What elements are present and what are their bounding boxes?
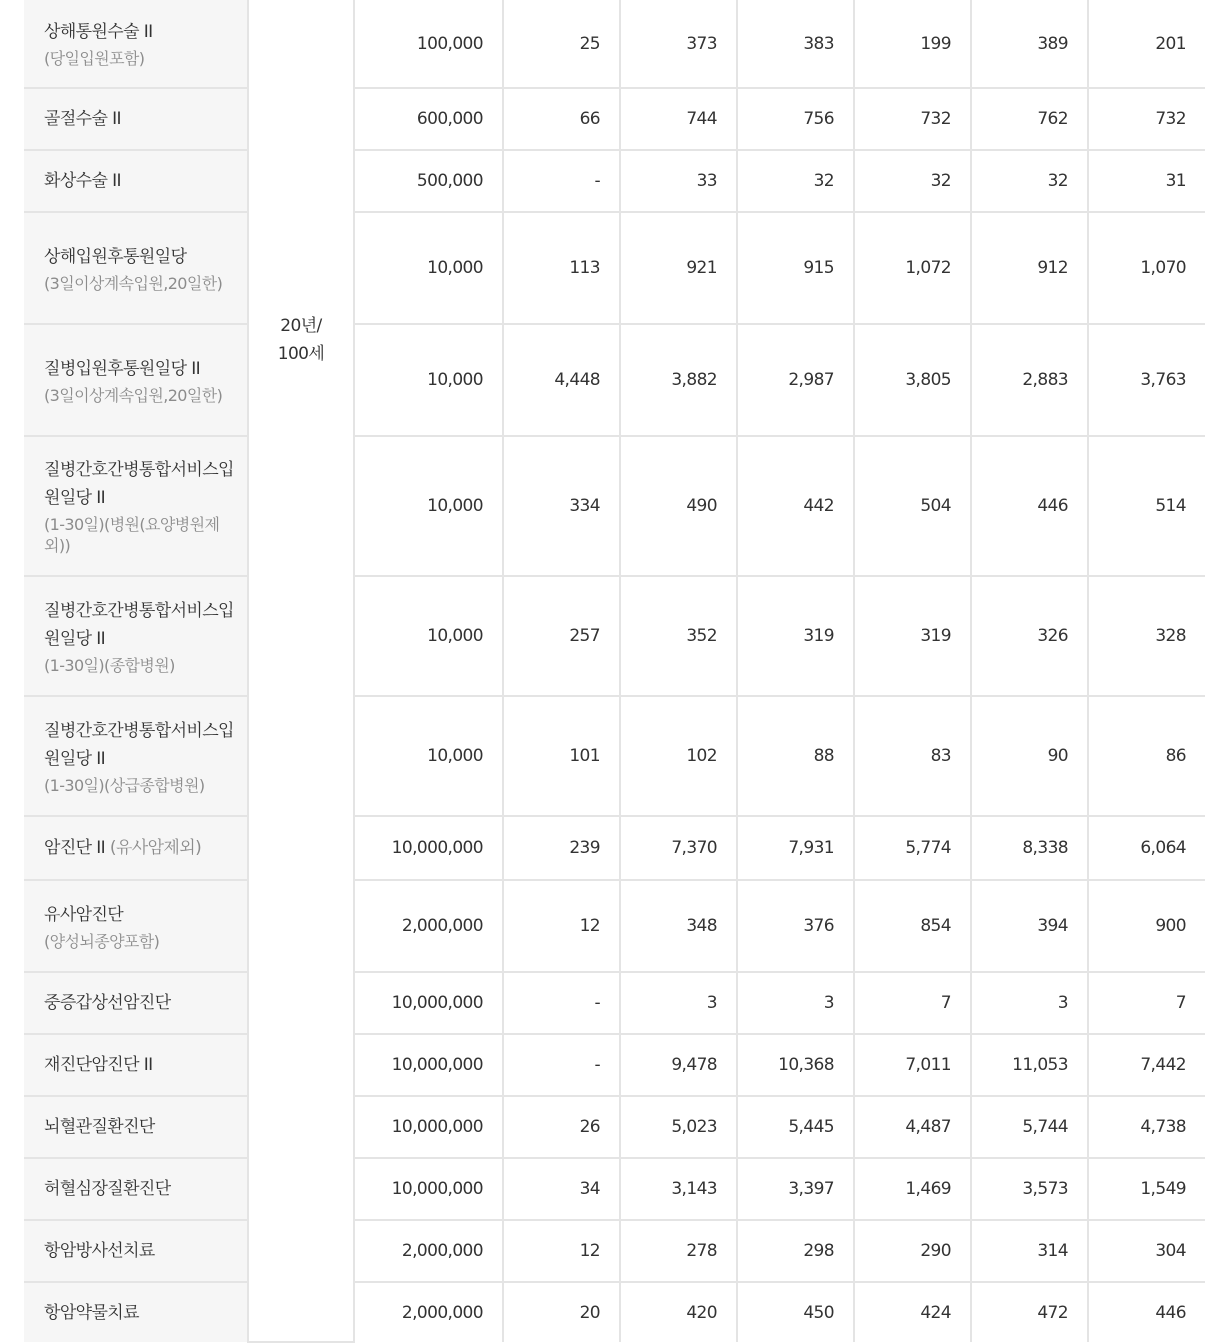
premium-value: 514 [1088,436,1205,576]
premium-value: 4,487 [854,1096,971,1158]
premium-value: 26 [503,1096,620,1158]
premium-value: 304 [1088,1220,1205,1282]
premium-value: 921 [620,212,737,324]
coverage-name: 골절수술 II [44,109,121,129]
coverage-name-cell [24,576,248,696]
table-row [24,1158,1205,1220]
coverage-name: 허혈심장질환진단 [44,1179,171,1199]
premium-value: 10,368 [737,1034,854,1096]
premium-value: 744 [620,88,737,150]
coverage-name-cell [24,1034,248,1096]
premium-value: 12 [503,1220,620,1282]
premium-value: 3 [971,972,1088,1034]
coverage-name-cell [24,0,248,88]
coverage-note: (3일이상계속입원,20일한) [44,273,223,293]
coverage-name-cell [24,436,248,576]
coverage-amount: 10,000,000 [354,1034,503,1096]
table-row [24,972,1205,1034]
premium-value: 314 [971,1220,1088,1282]
coverage-note: (유사암제외) [109,838,202,858]
coverage-amount: 2,000,000 [354,880,503,972]
premium-value: 1,469 [854,1158,971,1220]
term-age: 100세 [277,344,325,364]
coverage-note: (1-30일)(종합병원) [44,655,175,675]
table-row [24,212,1205,324]
premium-value: 7,370 [620,816,737,880]
premium-value: 732 [854,88,971,150]
premium-value: 66 [503,88,620,150]
table-row [24,880,1205,972]
premium-value: 25 [503,0,620,88]
premium-value: 88 [737,696,854,816]
table-row [24,88,1205,150]
premium-value: 7 [854,972,971,1034]
coverage-name: 상해통원수술 II [44,22,153,42]
premium-value: 31 [1088,150,1205,212]
premium-value: 6,064 [1088,816,1205,880]
coverage-name-cell [24,696,248,816]
premium-value: 32 [737,150,854,212]
premium-value: 278 [620,1220,737,1282]
premium-value: 11,053 [971,1034,1088,1096]
premium-value: 5,774 [854,816,971,880]
premium-value: 9,478 [620,1034,737,1096]
table-row [24,1282,1205,1342]
premium-value: 424 [854,1282,971,1342]
premium-value: 3,882 [620,324,737,436]
premium-value: 7,931 [737,816,854,880]
premium-value: 352 [620,576,737,696]
coverage-name-cell [24,816,248,880]
premium-value: 5,445 [737,1096,854,1158]
premium-value: 8,338 [971,816,1088,880]
premium-value: 394 [971,880,1088,972]
coverage-name: 화상수술 II [44,171,121,191]
coverage-name-cell [24,1282,248,1342]
coverage-name: 항암약물치료 [44,1302,139,1323]
premium-value: 420 [620,1282,737,1342]
coverage-amount: 10,000 [354,576,503,696]
premium-value: 376 [737,880,854,972]
coverage-amount: 10,000 [354,212,503,324]
table-row [24,576,1205,696]
coverage-name-cell [24,88,248,150]
premium-value: 101 [503,696,620,816]
premium-value: 199 [854,0,971,88]
table-row [24,436,1205,576]
coverage-note: (1-30일)(병원(요양병원제외)) [44,515,220,555]
premium-value: 4,448 [503,324,620,436]
table-body [24,0,1205,1342]
premium-value: 319 [737,576,854,696]
table-row [24,324,1205,436]
premium-value: 32 [854,150,971,212]
coverage-name-cell [24,324,248,436]
premium-value: 319 [854,576,971,696]
table-row [24,1220,1205,1282]
premium-value: 298 [737,1220,854,1282]
coverage-name: 뇌혈관질환진단 [44,1117,155,1137]
premium-value: - [503,972,620,1034]
premium-value: 3,143 [620,1158,737,1220]
coverage-name-cell [24,212,248,324]
premium-value: 5,023 [620,1096,737,1158]
premium-value: 900 [1088,880,1205,972]
table-row [24,1096,1205,1158]
premium-value: 32 [971,150,1088,212]
premium-value: 326 [971,576,1088,696]
term-period: 20년/ [280,316,322,336]
coverage-amount: 2,000,000 [354,1220,503,1282]
premium-value: 4,738 [1088,1096,1205,1158]
premium-value: 3 [737,972,854,1034]
premium-value: 504 [854,436,971,576]
coverage-amount: 100,000 [354,0,503,88]
coverage-name: 질병입원후통원일당 II [44,358,201,379]
coverage-name-cell [24,1220,248,1282]
premium-value: 3,805 [854,324,971,436]
coverage-amount: 10,000,000 [354,1096,503,1158]
table-row [24,696,1205,816]
premium-value: 3,763 [1088,324,1205,436]
premium-value: 3,397 [737,1158,854,1220]
premium-value: 257 [503,576,620,696]
coverage-name: 재진단암진단 II [44,1055,153,1075]
coverage-name-cell [24,880,248,972]
premium-value: 90 [971,696,1088,816]
coverage-note: (양성뇌종양포함) [44,931,160,951]
premium-value: 290 [854,1220,971,1282]
coverage-name: 유사암진단 [44,904,124,925]
premium-value: 2,987 [737,324,854,436]
premium-value: 732 [1088,88,1205,150]
premium-value: 383 [737,0,854,88]
coverage-name-cell [24,1158,248,1220]
term-cell [248,0,354,1342]
premium-value: 450 [737,1282,854,1342]
premium-value: 490 [620,436,737,576]
premium-value: 34 [503,1158,620,1220]
coverage-amount: 500,000 [354,150,503,212]
table-row [24,816,1205,880]
table-row [24,1034,1205,1096]
premium-value: 472 [971,1282,1088,1342]
coverage-amount: 10,000,000 [354,1158,503,1220]
premium-value: 915 [737,212,854,324]
table-row [24,0,1205,88]
coverage-amount: 10,000 [354,324,503,436]
coverage-name-cell [24,972,248,1034]
premium-value: 201 [1088,0,1205,88]
premium-value: 1,549 [1088,1158,1205,1220]
premium-value: 3,573 [971,1158,1088,1220]
coverage-note: (당일입원포함) [44,49,145,68]
coverage-amount: 600,000 [354,88,503,150]
premium-value: 756 [737,88,854,150]
premium-value: 912 [971,212,1088,324]
premium-value: 3 [620,972,737,1034]
coverage-name: 항암방사선치료 [44,1241,155,1261]
table-row [24,150,1205,212]
premium-value: 348 [620,880,737,972]
premium-value: 33 [620,150,737,212]
coverage-name: 질병간호간병통합서비스입원일당 II [44,460,234,508]
premium-value: 854 [854,880,971,972]
coverage-note: (1-30일)(상급종합병원) [44,775,205,795]
coverage-name: 질병간호간병통합서비스입원일당 II [44,720,234,769]
premium-value: 12 [503,880,620,972]
premium-value: 328 [1088,576,1205,696]
coverage-amount: 10,000 [354,696,503,816]
coverage-amount: 10,000,000 [354,972,503,1034]
coverage-note: (3일이상계속입원,20일한) [44,385,223,405]
coverage-name-cell [24,1096,248,1158]
premium-value: 1,072 [854,212,971,324]
premium-value: 389 [971,0,1088,88]
premium-value: 446 [971,436,1088,576]
premium-value: - [503,150,620,212]
coverage-name: 중증갑상선암진단 [44,993,171,1013]
coverage-amount: 10,000 [354,436,503,576]
premium-value: 113 [503,212,620,324]
premium-value: 1,070 [1088,212,1205,324]
coverage-amount: 10,000,000 [354,816,503,880]
premium-value: 762 [971,88,1088,150]
premium-value: 334 [503,436,620,576]
coverage-name: 상해입원후통원일당 [44,246,187,267]
premium-value: 442 [737,436,854,576]
premium-value: 2,883 [971,324,1088,436]
premium-value: 373 [620,0,737,88]
premium-value: 5,744 [971,1096,1088,1158]
premium-value: 7,442 [1088,1034,1205,1096]
coverage-name-cell [24,150,248,212]
premium-value: 7,011 [854,1034,971,1096]
premium-value: 86 [1088,696,1205,816]
premium-value: 20 [503,1282,620,1342]
premium-value: 7 [1088,972,1205,1034]
premium-value: - [503,1034,620,1096]
premium-table [24,0,1205,1343]
coverage-name: 암진단 II [44,838,106,858]
premium-value: 83 [854,696,971,816]
premium-value: 102 [620,696,737,816]
coverage-amount: 2,000,000 [401,1302,483,1323]
premium-value: 446 [1088,1282,1205,1342]
coverage-name: 질병간호간병통합서비스입원일당 II [44,600,234,649]
premium-value: 239 [503,816,620,880]
